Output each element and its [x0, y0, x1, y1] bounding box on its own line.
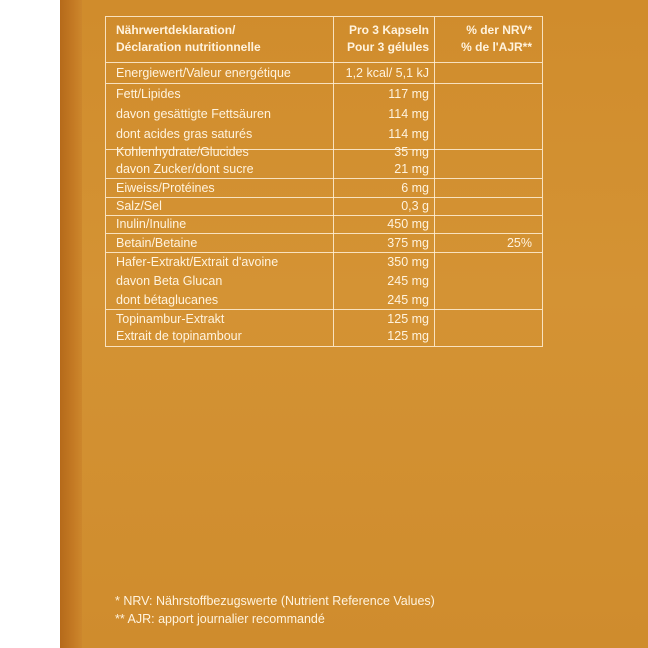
row-value: 114 mg	[388, 107, 429, 121]
row-value: 245 mg	[387, 274, 429, 288]
row-label: Betain/Betaine	[116, 236, 198, 250]
row-label: Kohlenhydrate/Glucides	[116, 145, 249, 159]
row-label: Energiewert/Valeur energétique	[116, 66, 291, 80]
header-per-serving-1: Pro 3 Kapseln	[348, 23, 429, 37]
row-divider	[106, 233, 542, 234]
row-label: davon gesättigte Fettsäuren	[116, 107, 271, 121]
row-nrv-percent: 25%	[506, 236, 532, 250]
row-label: Fett/Lipides	[116, 87, 181, 101]
row-divider	[106, 83, 542, 84]
footnote-ajr: ** AJR: apport journalier recommandé	[115, 612, 325, 626]
row-value: 6 mg	[401, 181, 429, 195]
row-value: 375 mg	[387, 236, 429, 250]
row-label: Eiweiss/Protéines	[116, 181, 215, 195]
row-value: 1,2 kcal/ 5,1 kJ	[345, 66, 429, 80]
row-label: davon Zucker/dont sucre	[116, 162, 254, 176]
row-divider	[106, 252, 542, 253]
row-label: dont acides gras saturés	[116, 127, 253, 141]
row-label: Extrait de topinambour	[116, 329, 242, 343]
row-value: 245 mg	[387, 293, 429, 307]
row-value: 0,3 g	[401, 199, 429, 213]
nutrition-table	[105, 16, 543, 347]
row-label: dont bétaglucanes	[116, 293, 219, 307]
row-label: davon Beta Glucan	[116, 274, 223, 288]
header-nrv-2: % de l'AJR**	[461, 40, 532, 54]
row-divider	[106, 178, 542, 179]
row-divider	[106, 197, 542, 198]
header-label-2: Déclaration nutritionnelle	[116, 40, 261, 54]
header-label-1: Nährwertdeklaration/	[116, 23, 236, 37]
column-divider	[434, 17, 435, 346]
row-label: Topinambur-Extrakt	[116, 312, 225, 326]
box-side-edge	[60, 0, 82, 648]
row-value: 21 mg	[394, 162, 429, 176]
row-label: Inulin/Inuline	[116, 217, 187, 231]
row-value: 125 mg	[387, 312, 429, 326]
row-label: Salz/Sel	[116, 199, 162, 213]
row-value: 114 mg	[388, 127, 429, 141]
row-value: 450 mg	[387, 217, 429, 231]
row-value: 35 mg	[394, 145, 429, 159]
header-per-serving-2: Pour 3 gélules	[346, 40, 429, 54]
row-value: 117 mg	[388, 87, 429, 101]
row-divider	[106, 215, 542, 216]
header-nrv-1: % der NRV*	[466, 23, 532, 37]
row-divider	[106, 309, 542, 310]
row-value: 350 mg	[387, 255, 429, 269]
header-divider	[106, 62, 542, 63]
footnote-nrv: * NRV: Nährstoffbezugswerte (Nutrient Reference Values)	[115, 594, 435, 608]
row-label: Hafer-Extrakt/Extrait d'avoine	[116, 255, 279, 269]
row-value: 125 mg	[387, 329, 429, 343]
